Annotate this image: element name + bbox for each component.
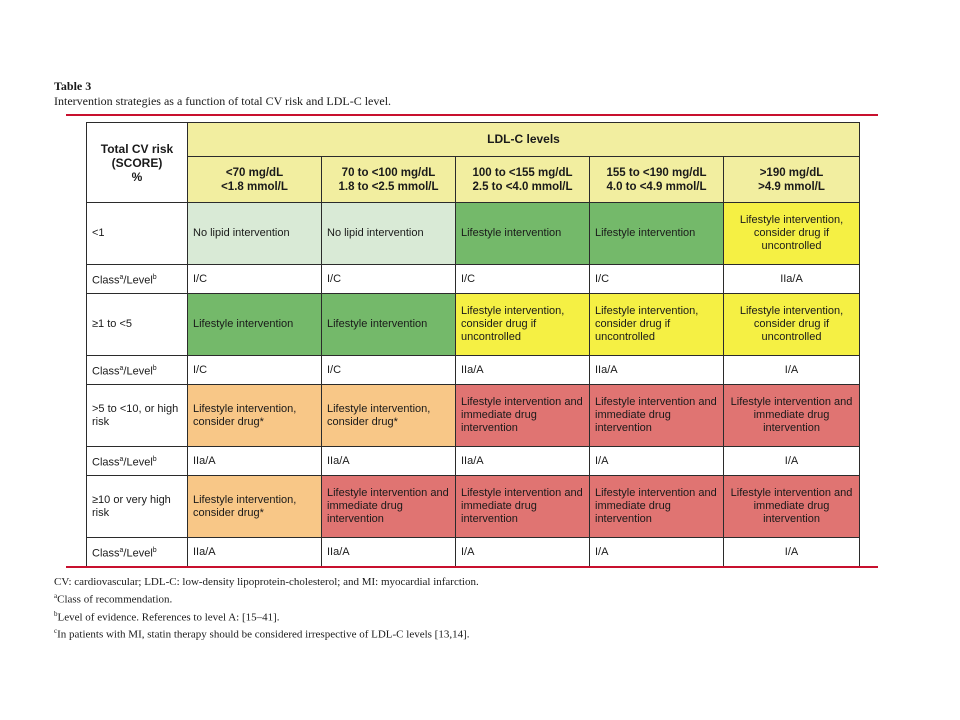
class-level-value: I/A [724, 356, 860, 385]
class-level-label [87, 447, 188, 476]
recommendation-cell: Lifestyle intervention [456, 203, 590, 265]
column-header-2 [322, 157, 456, 203]
ldl-levels-header: LDL-C levels [188, 123, 860, 157]
column-header-3 [456, 157, 590, 203]
class-level-value: I/C [456, 265, 590, 294]
footnote-b-mark: b [54, 609, 58, 618]
class-level-value: I/A [724, 538, 860, 567]
class-level-value: I/A [590, 538, 724, 567]
risk-category: ≥10 or very high risk [87, 476, 188, 538]
column-header-4 [590, 157, 724, 203]
recommendation-cell: Lifestyle intervention and immediate drug intervention [724, 385, 860, 447]
recommendation-cell: Lifestyle intervention and immediate drug intervention [456, 476, 590, 538]
class-level-value: I/C [322, 265, 456, 294]
level-label: /Level [123, 456, 153, 469]
class-level-value: IIa/A [456, 356, 590, 385]
class-level-row [87, 447, 860, 476]
level-sup: b [152, 273, 157, 281]
class-level-value: IIa/A [188, 447, 322, 476]
column-header-line: >190 mg/dL [759, 166, 824, 179]
risk-row [87, 203, 860, 265]
level-label: /Level [123, 365, 153, 378]
class-level-label [87, 538, 188, 567]
footnote-c-text: In patients with MI, statin therapy should be considered irrespective of LDL-C levels [13,14]. [57, 628, 470, 641]
column-header-row [87, 157, 860, 203]
risk-row [87, 385, 860, 447]
class-level-value: I/A [724, 447, 860, 476]
class-level-row [87, 538, 860, 567]
column-header-line: <1.8 mmol/L [221, 180, 288, 193]
class-sup: a [119, 364, 124, 372]
footnote-a-text: Class of recommendation. [57, 593, 173, 606]
footnote-a [54, 589, 479, 607]
column-header-line: 2.5 to <4.0 mmol/L [472, 180, 573, 193]
recommendation-cell: Lifestyle intervention and immediate drug intervention [322, 476, 456, 538]
class-level-value: I/A [456, 538, 590, 567]
level-sup: b [152, 455, 157, 463]
footnote-b-text: Level of evidence. References to level A: [15–41]. [57, 611, 280, 624]
recommendation-cell: Lifestyle intervention, consider drug if uncontrolled [590, 294, 724, 356]
class-level-value: IIa/A [456, 447, 590, 476]
class-level-value: I/C [188, 356, 322, 385]
recommendation-cell: No lipid intervention [188, 203, 322, 265]
risk-row [87, 294, 860, 356]
class-level-label [87, 356, 188, 385]
class-level-value: IIa/A [322, 538, 456, 567]
column-header-line: 155 to <190 mg/dL [606, 166, 707, 179]
level-sup: b [152, 546, 157, 554]
class-level-value: I/C [322, 356, 456, 385]
class-level-value: IIa/A [590, 356, 724, 385]
column-header-line: 100 to <155 mg/dL [472, 166, 573, 179]
risk-row [87, 476, 860, 538]
recommendation-cell: Lifestyle intervention [188, 294, 322, 356]
class-level-value: IIa/A [322, 447, 456, 476]
class-label: Class [92, 547, 120, 560]
bottom-rule [66, 566, 878, 568]
class-level-label [87, 265, 188, 294]
corner-line-1: Total CV risk [100, 141, 174, 156]
column-header-line: <70 mg/dL [225, 166, 284, 179]
footnote-b [54, 607, 479, 625]
corner-line-3: % [131, 169, 143, 184]
recommendation-cell: Lifestyle intervention and immediate drug intervention [590, 476, 724, 538]
column-header-line: 4.0 to <4.9 mmol/L [606, 180, 707, 193]
footnote-abbreviations: CV: cardiovascular; LDL-C: low-density lipoprotein-cholesterol; and MI: myocardial infarction. [54, 576, 479, 588]
risk-category: ≥1 to <5 [87, 294, 188, 356]
class-level-row [87, 265, 860, 294]
risk-category: <1 [87, 203, 188, 265]
footnote-c [54, 624, 479, 642]
class-level-value: I/C [590, 265, 724, 294]
class-level-value: IIa/A [724, 265, 860, 294]
recommendation-cell: Lifestyle intervention, consider drug if uncontrolled [456, 294, 590, 356]
class-level-row [87, 356, 860, 385]
class-level-value: IIa/A [188, 538, 322, 567]
intervention-table [86, 122, 860, 567]
footnote-a-mark: a [54, 592, 58, 600]
top-rule [66, 114, 878, 116]
footnote-c-mark: c [54, 627, 58, 636]
recommendation-cell: Lifestyle intervention, consider drug* [188, 385, 322, 447]
recommendation-cell: Lifestyle intervention, consider drug if uncontrolled [724, 203, 860, 265]
risk-category: >5 to <10, or high risk [87, 385, 188, 447]
column-header-5 [724, 157, 860, 203]
class-label: Class [92, 365, 120, 378]
class-label: Class [92, 274, 120, 287]
class-level-value: I/C [188, 265, 322, 294]
level-label: /Level [123, 274, 153, 287]
recommendation-cell: Lifestyle intervention [322, 294, 456, 356]
corner-line-2: (SCORE) [111, 155, 163, 170]
footnotes [54, 575, 479, 642]
corner-header [87, 123, 188, 203]
recommendation-cell: Lifestyle intervention and immediate drug intervention [724, 476, 860, 538]
column-header-1 [188, 157, 322, 203]
table-caption [54, 79, 391, 109]
recommendation-cell: Lifestyle intervention and immediate drug intervention [590, 385, 724, 447]
recommendation-cell: Lifestyle intervention, consider drug if uncontrolled [724, 294, 860, 356]
class-level-value: I/A [590, 447, 724, 476]
table-title: Table 3 [54, 79, 92, 93]
recommendation-cell: Lifestyle intervention and immediate drug intervention [456, 385, 590, 447]
table-subtitle: Intervention strategies as a function of total CV risk and LDL-C level. [54, 94, 392, 108]
recommendation-cell: Lifestyle intervention, consider drug* [322, 385, 456, 447]
column-header-line: 70 to <100 mg/dL [341, 166, 436, 179]
recommendation-cell: Lifestyle intervention, consider drug* [188, 476, 322, 538]
class-sup: a [119, 546, 124, 554]
class-sup: a [119, 273, 124, 281]
recommendation-cell: Lifestyle intervention [590, 203, 724, 265]
column-header-line: 1.8 to <2.5 mmol/L [338, 180, 439, 193]
column-header-line: >4.9 mmol/L [758, 180, 825, 193]
level-sup: b [152, 364, 157, 372]
class-label: Class [92, 456, 120, 469]
recommendation-cell: No lipid intervention [322, 203, 456, 265]
level-label: /Level [123, 547, 153, 560]
class-sup: a [119, 455, 124, 463]
